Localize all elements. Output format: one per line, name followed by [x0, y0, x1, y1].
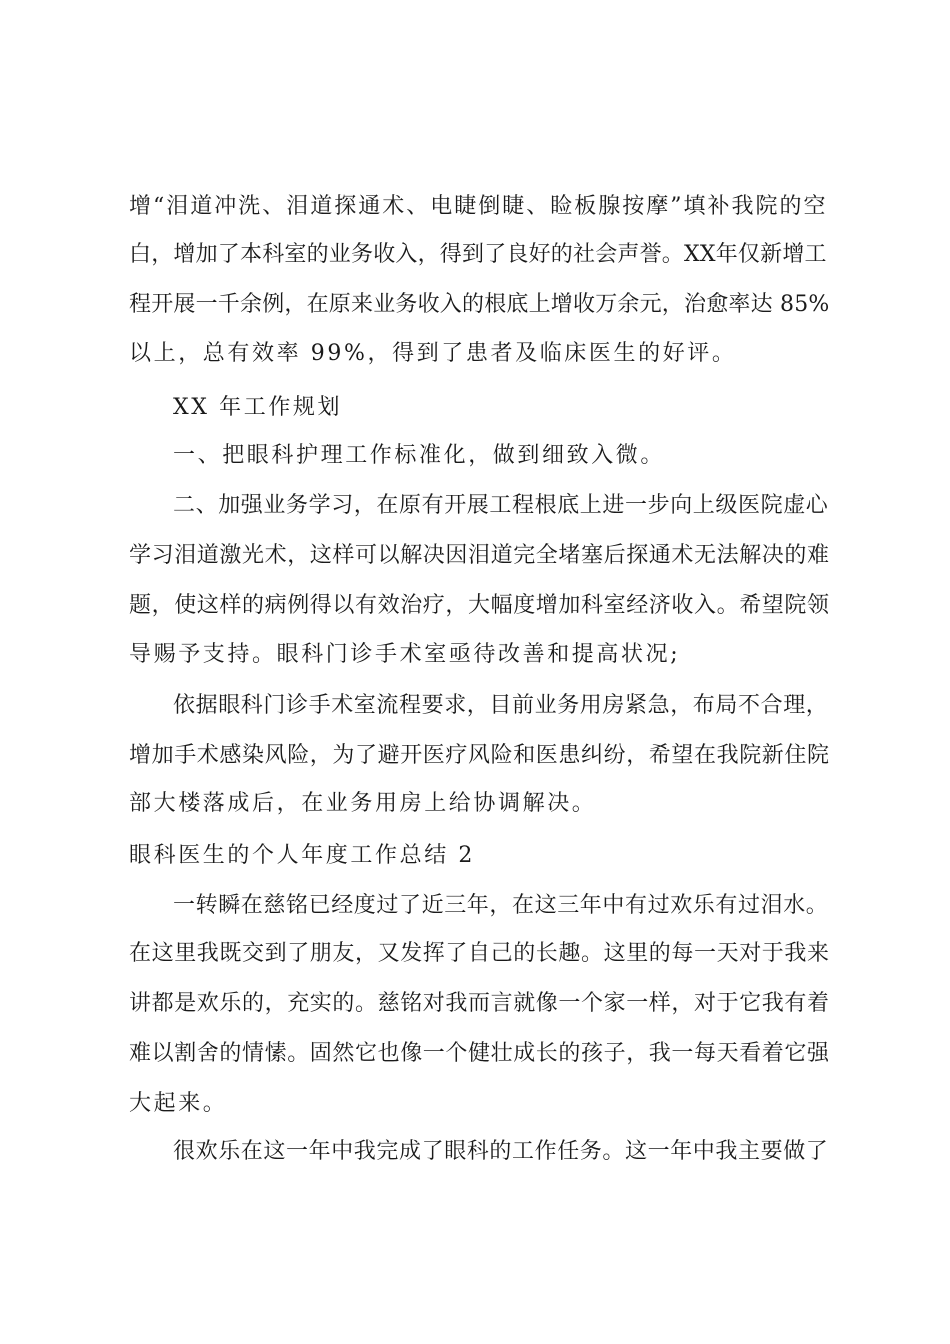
- text-line: 增加手术感染风险，为了避开医疗风险和医患纠纷，希望在我院新住院: [129, 743, 830, 768]
- text-line: 导赐予支持。眼科门诊手术室亟待改善和提高状况;: [129, 642, 681, 667]
- text-line: 程开展一千余例，在原来业务收入的根底上增收万余元，治愈率达 85%: [129, 292, 830, 317]
- text-line: 大起来。: [129, 1091, 228, 1116]
- paragraph-this-year: 很欢乐在这一年中我完成了眼科的工作任务。这一年中我主要做了: [173, 1139, 829, 1164]
- plan-item-1: 一、把眼科护理工作标准化，做到细致入微。: [173, 443, 666, 468]
- section-heading-plan: XX 年工作规划: [173, 395, 343, 420]
- text-line: 部大楼落成后，在业务用房上给协调解决。: [129, 791, 597, 816]
- text-line: 依据眼科门诊手术室流程要求，目前业务用房紧急，布局不合理，: [173, 693, 829, 718]
- text-line: 以上，总有效率 99%，得到了患者及临床医生的好评。: [129, 341, 737, 366]
- text-line: 一转瞬在慈铭已经度过了近三年，在这三年中有过欢乐有过泪水。: [173, 893, 829, 918]
- text-line: 白，增加了本科室的业务收入，得到了良好的社会声誉。XX年仅新增工: [129, 242, 827, 267]
- text-line: 二、加强业务学习，在原有开展工程根底上进一步向上级医院虚心: [173, 493, 829, 518]
- text-line: 在这里我既交到了朋友，又发挥了自己的长趣。这里的每一天对于我来: [129, 941, 830, 966]
- text-line: 难以割舍的情愫。固然它也像一个健壮成长的孩子，我一每天看着它强: [129, 1041, 830, 1066]
- text-line: 讲都是欢乐的，充实的。慈铭对我而言就像一个家一样，对于它我有着: [129, 991, 830, 1016]
- text-line: 题，使这样的病例得以有效治疗，大幅度增加科室经济收入。希望院领: [129, 593, 830, 618]
- text-line: 增“泪道冲洗、泪道探通术、电睫倒睫、睑板腺按摩”填补我院的空: [129, 194, 828, 219]
- article-title-2: 眼科医生的个人年度工作总结 2: [129, 843, 475, 868]
- text-line: 学习泪道激光术，这样可以解决因泪道完全堵塞后探通术无法解决的难: [129, 543, 830, 568]
